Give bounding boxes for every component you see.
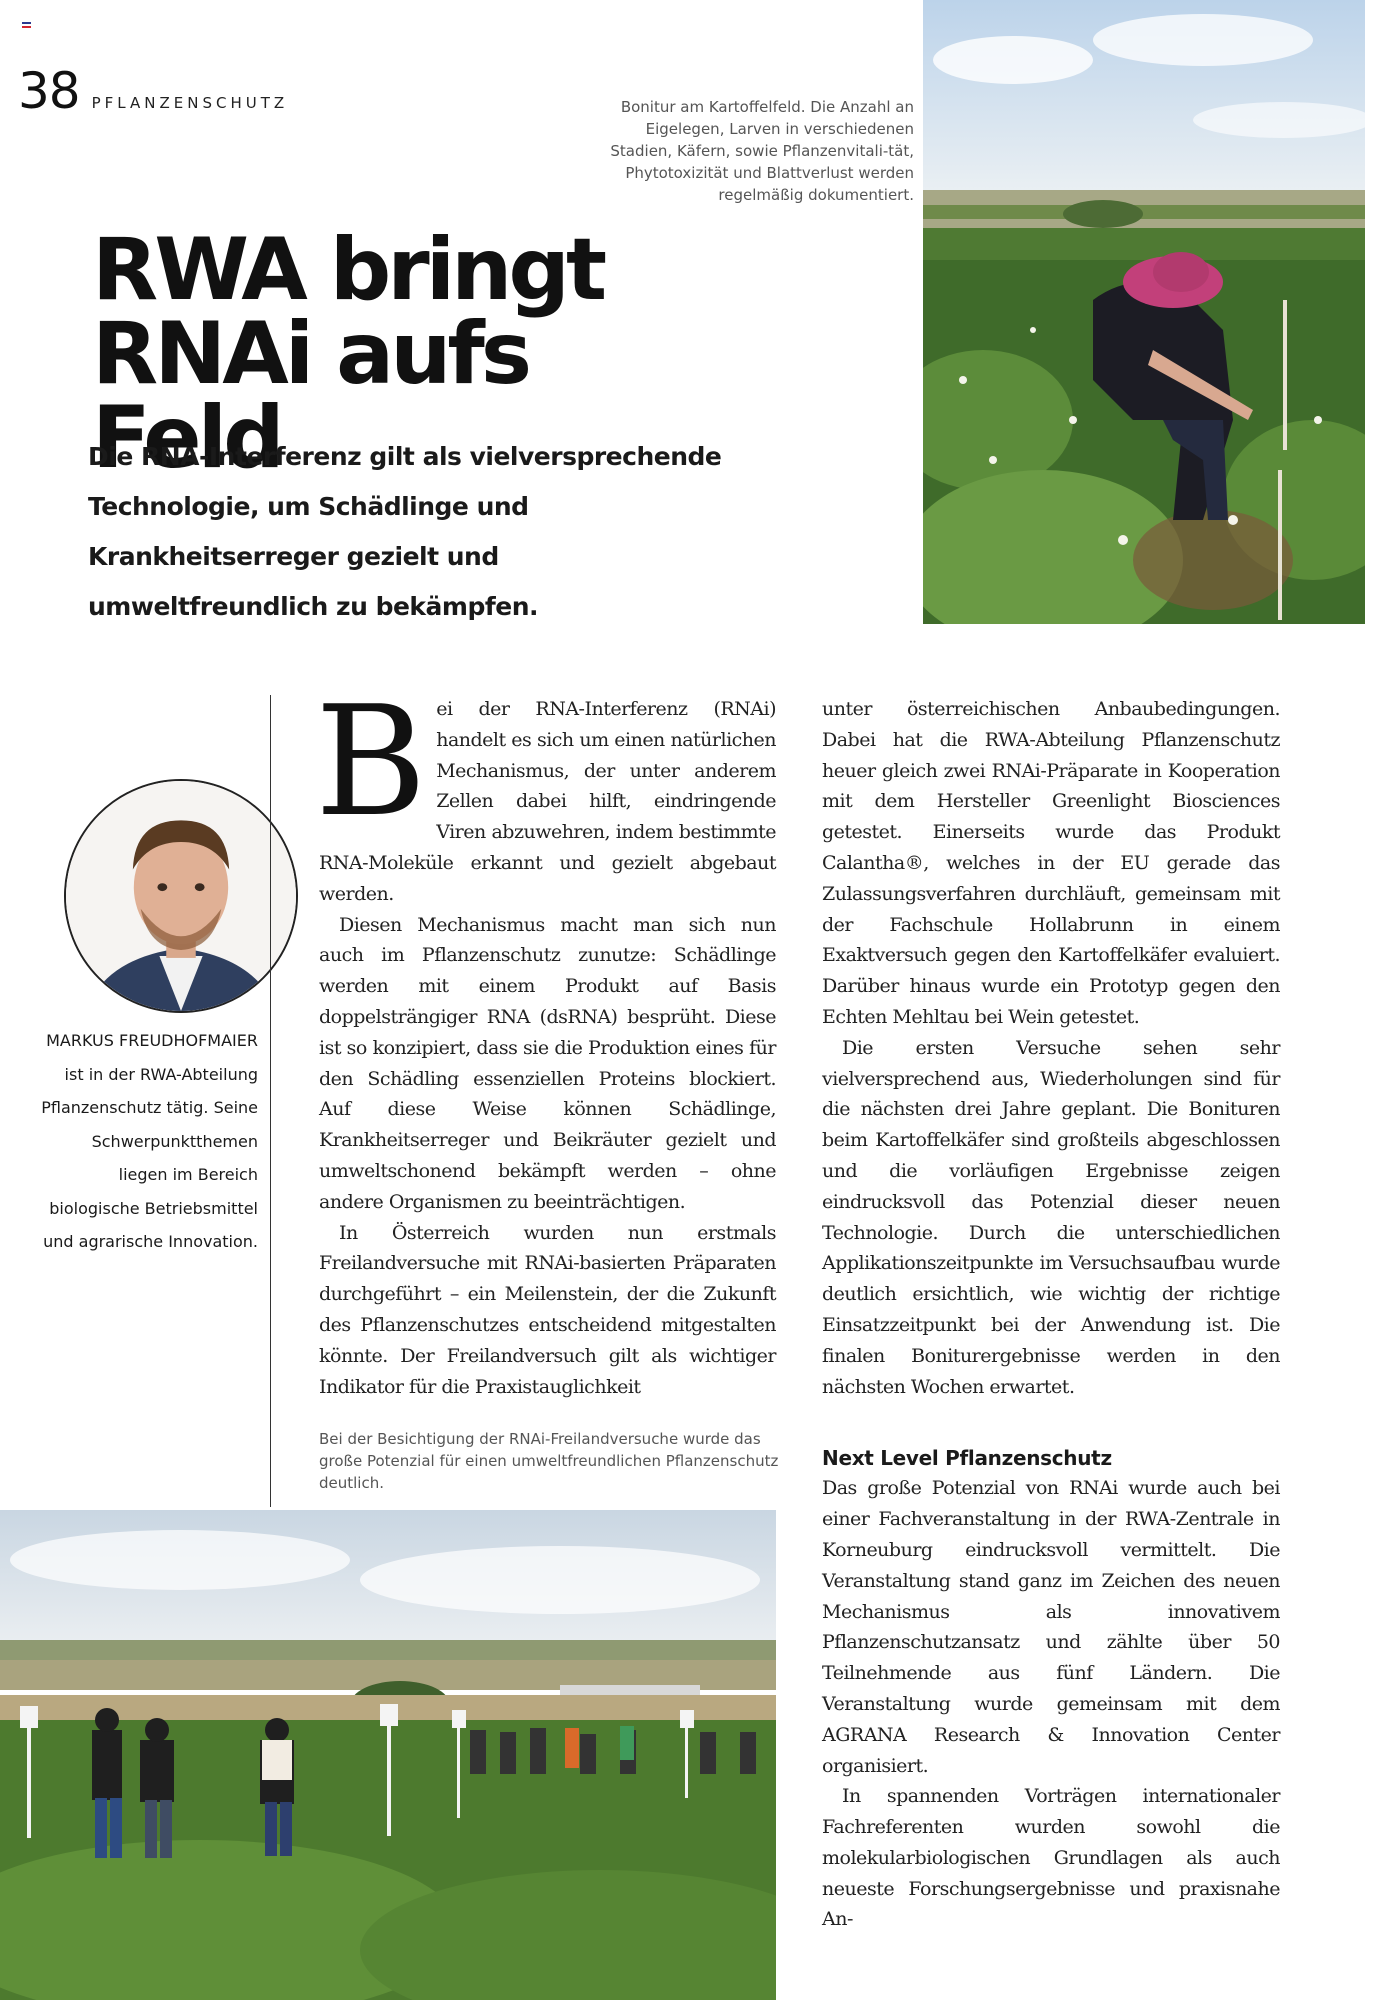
article-paragraph-5: Die ersten Versuche sehen sehr vielversprechend aus, Wiederholungen sind für die nächsten drei Jahre geplant. Die Bonituren beim Kartoffelkäfer sind großteils abgeschlossen und die vorläufigen Ergebnisse zeigen eindrucksvoll das Potenzial dieser neuen Technologie. Durch die unterschiedlichen Applikationszeitpunkte im Versuchsaufbau wurde deutlich ersichtlich, wie wichtig der richtige Einsatzzeitpunkt bei der Anwendung ist. Die finalen Boniturergebnisse werden in den nächsten Wochen erwartet. xyxy=(822,1036,1280,1398)
section-label: PFLANZENSCHUTZ xyxy=(91,94,289,112)
column-divider xyxy=(270,695,271,1507)
drop-cap: B xyxy=(315,673,427,850)
author-bio: ist in der RWA-Abteilung Pflanzenschutz tätig. Seine Schwerpunktthemen liegen im Bereich biologische Betriebsmittel und agrarische Innovation. xyxy=(41,1064,258,1251)
headline-line-2: RNAi aufs Feld xyxy=(92,304,529,488)
subsection-heading: Next Level Pflanzenschutz xyxy=(822,1446,1112,1471)
article-paragraph-6: Das große Potenzial von RNAi wurde auch bei einer Fachveranstaltung in der RWA-Zentrale in Korneuburg eindrucksvoll vermittelt. Die Veranstaltung stand ganz im Zeichen des neuen Mechanismus als innovativem Pflanzenschutzansatz und zählte über 50 Teilnehmende aus fünf Ländern. Die Veranstaltung wurde gemeinsam mit dem AGRANA Research & Innovation Center organisiert. xyxy=(822,1477,1280,1777)
article-paragraph-3: In Österreich wurden nun erstmals Freilandversuche mit RNAi-basierten Präparaten durchgeführt – ein Meilenstein, der die Zukunft des Pflanzenschutzes entscheidend mitgestalten könnte. Der Freilandversuch gilt als wichtiger Indikator für die Praxistauglichkeit xyxy=(319,1221,776,1398)
article-column-left xyxy=(315,673,776,1402)
article-column-right xyxy=(822,694,1280,1935)
subhead: Die RNA-Interferenz gilt als vielversprechende Technologie, um Schädlinge und Krankheitserreger gezielt und umweltfreundlich zu bekämpfen. xyxy=(88,442,722,621)
author-info xyxy=(40,1024,258,1259)
article-paragraph-4: unter österreichischen Anbaubedingungen. Dabei hat die RWA-Abteilung Pflanzenschutz heuer gleich zwei RNAi-Präparate in Kooperation mit dem Hersteller Greenlight Biosciences getestet. Einerseits wurde das Produkt Calantha®, welches in der EU gerade das Zulassungsverfahren durchläuft, gemeinsam mit der Fachschule Hollabrunn in einem Exaktversuch gegen den Kartoffelkäfer evaluiert. Darüber hinaus wurde ein Prototyp gegen den Echten Mehltau bei Wein getestet. xyxy=(822,698,1280,1028)
author-portrait xyxy=(64,779,298,1013)
page-header xyxy=(18,62,288,120)
field-photo-caption: Bei der Besichtigung der RNAi-Freilandversuche wurde das große Potenzial für einen umweltfreundlichen Pflanzenschutz deutlich. xyxy=(319,1430,779,1492)
article-paragraph-2: Diesen Mechanismus macht man sich nun auch im Pflanzenschutz zunutze: Schädlinge werden mit einem Produkt auf Basis doppelsträngiger RNA (dsRNA) besprüht. Diese ist so konzipiert, dass sie die Produktion eines für den Schädling essenziellen Proteins blockiert. Auf diese Weise können Schädlinge, Krankheitserreger und Beikräuter gezielt und umweltschonend bekämpft werden – ohne andere Organismen zu beeinträchtigen. xyxy=(319,913,776,1213)
author-name: MARKUS FREUDHOFMAIER xyxy=(46,1031,258,1050)
field-visit-photo xyxy=(0,1510,776,2000)
hero-photo-caption: Bonitur am Kartoffelfeld. Die Anzahl an Eigelegen, Larven in verschiedenen Stadien, Käfern, sowie Pflanzenvitali-tät, Phytotoxizität und Blattverlust werden regelmäßig dokumentiert. xyxy=(610,98,914,204)
paragraph-1-text: ei der RNA-Interferenz (RNAi) handelt es sich um einen natürlichen Mechanismus, der unter anderem Zellen dabei hilft, eindringende Viren abzuwehren, indem bestimmte RNA-Moleküle erkannt und gezielt abgebaut werden. xyxy=(319,698,776,905)
headline-line-1: RWA bringt xyxy=(92,220,604,320)
flag-icon xyxy=(22,22,31,28)
page-number: 38 xyxy=(18,62,80,120)
article-paragraph-1 xyxy=(315,673,776,910)
hero-photo xyxy=(923,0,1365,624)
article-paragraph-7: In spannenden Vorträgen internationaler Fachreferenten wurden sowohl die molekularbiologischen Grundlagen als auch neueste Forschungsergebnisse und praxisnahe An- xyxy=(822,1785,1280,1931)
